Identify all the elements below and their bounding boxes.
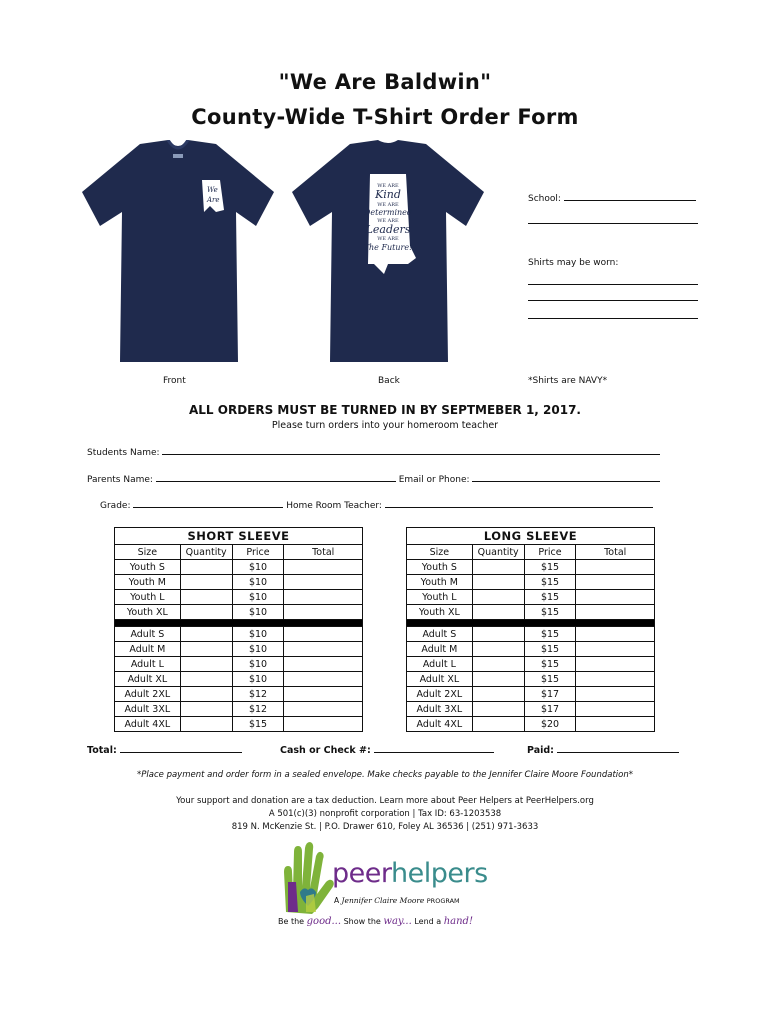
size-cell: Youth M: [407, 575, 473, 590]
price-cell: $15: [524, 657, 576, 672]
table-title-row: [115, 528, 363, 545]
front-label: Front: [163, 376, 186, 386]
price-cell: $20: [524, 717, 576, 732]
quantity-cell[interactable]: [472, 590, 524, 605]
column-header: Size: [407, 545, 473, 560]
quantity-cell[interactable]: [180, 642, 232, 657]
size-cell: Youth XL: [115, 605, 181, 620]
total-cell[interactable]: [576, 642, 655, 657]
total-cell[interactable]: [284, 717, 363, 732]
tagline-hand: hand!: [443, 916, 473, 927]
quantity-cell[interactable]: [180, 627, 232, 642]
size-cell: Youth M: [115, 575, 181, 590]
total-cell[interactable]: [284, 590, 363, 605]
table-row: [407, 672, 655, 687]
table-row: [407, 575, 655, 590]
total-cell[interactable]: [284, 702, 363, 717]
school-line-2[interactable]: [528, 222, 698, 224]
size-cell: Youth S: [115, 560, 181, 575]
column-header: Price: [524, 545, 576, 560]
total-cell[interactable]: [284, 560, 363, 575]
price-cell: $17: [524, 687, 576, 702]
back-print-text: Determined: [363, 208, 413, 217]
total-cell[interactable]: [284, 657, 363, 672]
total-cell[interactable]: [284, 605, 363, 620]
quantity-cell[interactable]: [180, 590, 232, 605]
price-cell: $15: [524, 590, 576, 605]
students-name-label: Students Name:: [87, 448, 160, 458]
deadline-text: ALL ORDERS MUST BE TURNED IN BY SEPTMEBER 1, 2017.: [189, 403, 581, 417]
total-cell[interactable]: [284, 672, 363, 687]
back-print-text: WE ARE: [377, 202, 399, 208]
footer-line-1: Your support and donation are a tax deduction. Learn more about Peer Helpers at PeerHelpers.org: [176, 796, 594, 806]
peerhelpers-hand-logo-icon: [276, 842, 336, 918]
table-separator: [115, 620, 363, 627]
quantity-cell[interactable]: [472, 560, 524, 575]
shirts-worn-line-1[interactable]: [528, 283, 698, 285]
grade-label: Grade:: [100, 501, 131, 511]
parents-name-field[interactable]: [87, 475, 660, 485]
back-shirt-image: [288, 140, 488, 366]
size-cell: Adult 4XL: [115, 717, 181, 732]
price-cell: $15: [232, 717, 284, 732]
total-field[interactable]: [87, 745, 242, 756]
total-cell[interactable]: [576, 590, 655, 605]
total-line[interactable]: [120, 751, 242, 753]
size-cell: Adult 2XL: [407, 687, 473, 702]
footer-line-3: 819 N. McKenzie St. | P.O. Drawer 610, Foley AL 36536 | (251) 971-3633: [231, 822, 539, 832]
logo-program-prefix: A: [334, 896, 340, 905]
quantity-cell[interactable]: [472, 605, 524, 620]
separator-bar: [115, 620, 363, 627]
table-header-row: [115, 545, 363, 560]
quantity-cell[interactable]: [180, 702, 232, 717]
form-title-line2: County-Wide T-Shirt Order Form: [191, 105, 579, 129]
cash-check-label: Cash or Check #:: [280, 745, 371, 756]
tagline-show-the: Show the: [343, 917, 381, 926]
total-cell[interactable]: [576, 657, 655, 672]
table-row: [407, 642, 655, 657]
logo-helpers: helpers: [391, 858, 488, 889]
paid-line[interactable]: [557, 751, 679, 753]
size-cell: Adult 3XL: [407, 702, 473, 717]
home-room-line[interactable]: [385, 506, 653, 508]
logo-peer: peer: [332, 858, 391, 889]
quantity-cell[interactable]: [472, 657, 524, 672]
quantity-cell[interactable]: [180, 672, 232, 687]
parents-name-label: Parents Name:: [87, 475, 153, 485]
back-print-text: The Future!: [363, 243, 413, 252]
table-title: LONG SLEEVE: [407, 528, 655, 545]
column-header: Total: [576, 545, 655, 560]
size-cell: Adult M: [407, 642, 473, 657]
tagline-way: way...: [383, 916, 412, 927]
table-row: [115, 717, 363, 732]
table-row: [115, 560, 363, 575]
school-label: School:: [528, 194, 561, 204]
back-label: Back: [378, 376, 400, 386]
navy-note: *Shirts are NAVY*: [528, 376, 608, 386]
price-cell: $15: [524, 605, 576, 620]
shirts-worn-line-2[interactable]: [528, 299, 698, 301]
total-cell[interactable]: [576, 560, 655, 575]
table-row: [115, 672, 363, 687]
size-cell: Adult L: [407, 657, 473, 672]
column-header: Quantity: [472, 545, 524, 560]
quantity-cell[interactable]: [180, 575, 232, 590]
peerhelpers-wordmark: [332, 858, 488, 889]
price-cell: $10: [232, 672, 284, 687]
back-print-text: WE ARE: [377, 218, 399, 224]
quantity-cell[interactable]: [472, 717, 524, 732]
form-title-line1: "We Are Baldwin": [278, 70, 492, 94]
table-separator: [407, 620, 655, 627]
total-cell[interactable]: [284, 642, 363, 657]
back-print-text: Leaders: [365, 223, 411, 236]
quantity-cell[interactable]: [180, 687, 232, 702]
table-header-row: [407, 545, 655, 560]
price-cell: $12: [232, 687, 284, 702]
table-row: [115, 605, 363, 620]
price-cell: $12: [232, 702, 284, 717]
quantity-cell[interactable]: [472, 687, 524, 702]
logo-tagline: [278, 916, 473, 927]
school-line[interactable]: [564, 199, 696, 201]
front-shirt-image: [78, 140, 278, 366]
back-print-text: WE ARE: [377, 236, 399, 242]
total-cell[interactable]: [576, 627, 655, 642]
price-cell: $10: [232, 657, 284, 672]
price-cell: $17: [524, 702, 576, 717]
total-cell[interactable]: [576, 702, 655, 717]
price-cell: $15: [524, 575, 576, 590]
price-cell: $15: [524, 627, 576, 642]
price-cell: $10: [232, 560, 284, 575]
column-header: Total: [284, 545, 363, 560]
quantity-cell[interactable]: [472, 627, 524, 642]
payment-note: *Place payment and order form in a sealed envelope. Make checks payable to the Jennifer Claire Moore Foundation*: [137, 770, 633, 780]
table-title-row: [407, 528, 655, 545]
price-cell: $10: [232, 627, 284, 642]
size-cell: Adult 3XL: [115, 702, 181, 717]
table-row: [407, 560, 655, 575]
total-cell[interactable]: [576, 672, 655, 687]
quantity-cell[interactable]: [472, 642, 524, 657]
home-room-label: Home Room Teacher:: [286, 501, 382, 511]
table-row: [407, 627, 655, 642]
logo-program-suffix: PROGRAM: [426, 897, 460, 905]
table-row: [115, 657, 363, 672]
column-header: Quantity: [180, 545, 232, 560]
email-phone-line[interactable]: [472, 480, 660, 482]
grade-line[interactable]: [133, 506, 283, 508]
quantity-cell[interactable]: [472, 575, 524, 590]
total-cell[interactable]: [284, 627, 363, 642]
size-cell: Adult XL: [115, 672, 181, 687]
shirts-worn-line-3[interactable]: [528, 317, 698, 319]
cash-check-line[interactable]: [374, 751, 494, 753]
price-cell: $10: [232, 575, 284, 590]
total-cell[interactable]: [576, 717, 655, 732]
price-cell: $15: [524, 560, 576, 575]
table-row: [115, 687, 363, 702]
size-cell: Youth L: [407, 590, 473, 605]
quantity-cell[interactable]: [180, 717, 232, 732]
size-cell: Adult L: [115, 657, 181, 672]
short-sleeve-table: [114, 527, 363, 732]
tagline-good: good...: [306, 916, 342, 927]
paid-label: Paid:: [527, 745, 554, 756]
table-row: [115, 627, 363, 642]
total-cell[interactable]: [284, 687, 363, 702]
back-print-text: Kind: [375, 188, 401, 201]
table-row: [407, 657, 655, 672]
price-cell: $10: [232, 590, 284, 605]
size-cell: Adult 4XL: [407, 717, 473, 732]
footer-line-2: A 501(c)(3) nonprofit corporation | Tax ID: 63-1203538: [268, 809, 502, 819]
total-cell[interactable]: [576, 575, 655, 590]
total-cell[interactable]: [284, 575, 363, 590]
table-row: [407, 687, 655, 702]
table-row: [115, 642, 363, 657]
size-cell: Adult 2XL: [115, 687, 181, 702]
table-row: [115, 702, 363, 717]
table-title: SHORT SLEEVE: [115, 528, 363, 545]
quantity-cell[interactable]: [180, 605, 232, 620]
shirts-worn-label: Shirts may be worn:: [528, 258, 619, 268]
total-cell[interactable]: [576, 605, 655, 620]
tagline-lend-a: Lend a: [414, 917, 442, 926]
price-cell: $15: [524, 672, 576, 687]
parents-name-line[interactable]: [156, 480, 396, 482]
grade-field[interactable]: [100, 501, 653, 511]
total-cell[interactable]: [576, 687, 655, 702]
quantity-cell[interactable]: [472, 672, 524, 687]
table-row: [407, 605, 655, 620]
size-cell: Youth S: [407, 560, 473, 575]
table-row: [115, 575, 363, 590]
separator-bar: [407, 620, 655, 627]
quantity-cell[interactable]: [180, 560, 232, 575]
table-row: [407, 590, 655, 605]
front-print-we: We: [207, 186, 218, 194]
size-cell: Youth XL: [407, 605, 473, 620]
table-row: [407, 702, 655, 717]
email-phone-label: Email or Phone:: [398, 475, 470, 485]
logo-program-line: [334, 896, 460, 905]
quantity-cell[interactable]: [180, 657, 232, 672]
size-cell: Adult XL: [407, 672, 473, 687]
tagline-be-the: Be the: [278, 917, 305, 926]
table-row: [115, 590, 363, 605]
front-print-are: Are: [207, 196, 220, 204]
students-name-field[interactable]: [87, 448, 660, 458]
price-cell: $10: [232, 642, 284, 657]
students-name-line[interactable]: [162, 453, 660, 455]
table-row: [407, 717, 655, 732]
price-cell: $15: [524, 642, 576, 657]
total-label: Total:: [87, 745, 117, 756]
logo-program-name: Jennifer Claire Moore: [341, 896, 425, 905]
size-cell: Adult S: [407, 627, 473, 642]
back-print-text: WE ARE: [377, 183, 399, 189]
school-field[interactable]: [528, 194, 696, 204]
quantity-cell[interactable]: [472, 702, 524, 717]
price-cell: $10: [232, 605, 284, 620]
size-cell: Adult S: [115, 627, 181, 642]
size-cell: Youth L: [115, 590, 181, 605]
cash-check-field[interactable]: [280, 745, 494, 756]
deadline-subtext: Please turn orders into your homeroom teacher: [271, 420, 499, 431]
size-cell: Adult M: [115, 642, 181, 657]
column-header: Price: [232, 545, 284, 560]
column-header: Size: [115, 545, 181, 560]
long-sleeve-table: [406, 527, 655, 732]
paid-field[interactable]: [527, 745, 679, 756]
